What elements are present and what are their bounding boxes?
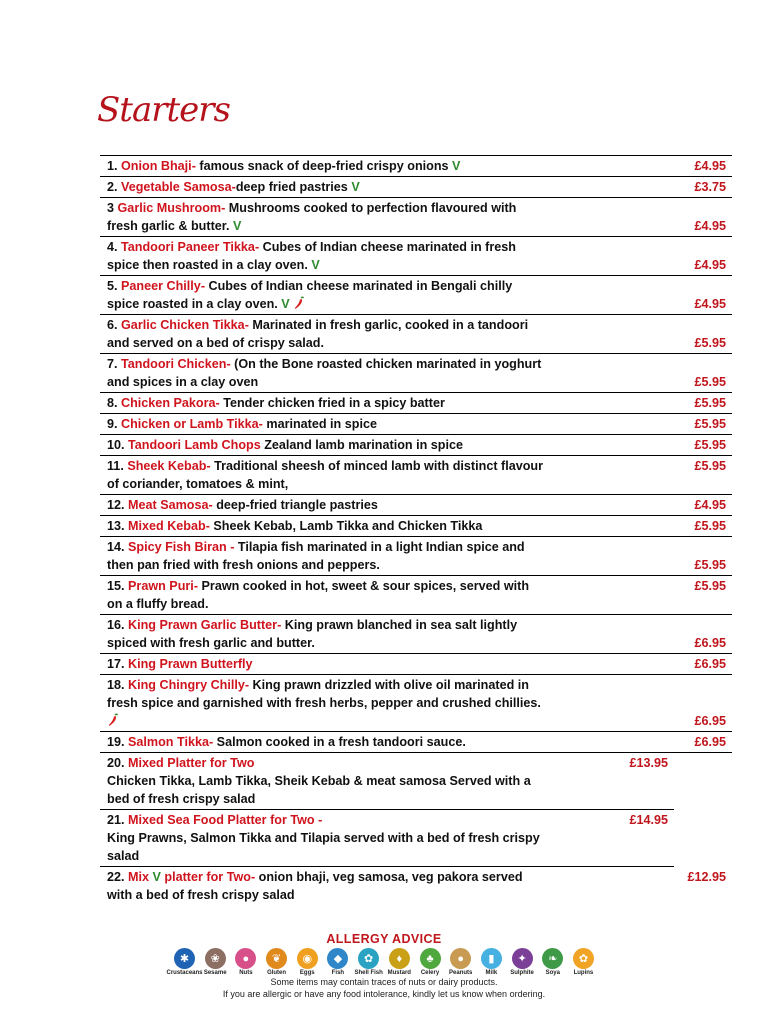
- menu-item-row: [100, 732, 732, 753]
- menu-item-number: 17.: [107, 657, 129, 671]
- menu-item-name: Tandoori Paneer Tikka: [121, 240, 255, 254]
- menu-item-description: [107, 198, 547, 236]
- sesame-icon: ❀: [205, 948, 226, 969]
- menu-item-separator: -: [221, 201, 226, 215]
- allergen-label: Eggs: [299, 970, 315, 976]
- menu-item-number: 15.: [107, 579, 129, 593]
- menu-item-name: Onion Bhaji: [121, 159, 192, 173]
- menu-item-name: Paneer Chilly: [121, 279, 201, 293]
- menu-item-number: 13.: [107, 519, 129, 533]
- menu-item-number: 16.: [107, 618, 129, 632]
- crab-icon: ✱: [174, 948, 195, 969]
- menu-item-price: £5.95: [694, 438, 726, 452]
- menu-item-name: Mixed Sea Food Platter for Two -: [128, 813, 323, 827]
- allergen-label: Celery: [420, 970, 440, 976]
- menu-item-description: [107, 315, 547, 353]
- menu-item-price: £12.95: [687, 870, 726, 884]
- allergen-item: [387, 948, 412, 976]
- page-title: Starters: [97, 90, 230, 130]
- menu-item-name: Sheek Kebab: [127, 459, 207, 473]
- menu-item-name: Garlic Chicken Tikka: [121, 318, 245, 332]
- menu-item-number: 19.: [107, 735, 129, 749]
- menu-item-separator: -: [206, 459, 211, 473]
- menu-item-name: Garlic Mushroom: [117, 201, 222, 215]
- allergen-label: Milk: [485, 970, 498, 976]
- menu-item-description: [107, 867, 547, 905]
- lupin-icon: ✿: [573, 948, 594, 969]
- chilli-icon: [107, 713, 119, 727]
- menu-item-separator: -: [226, 540, 235, 554]
- menu-item-price: £5.95: [694, 558, 726, 572]
- allergy-note-1: Some items may contain traces of nuts or dairy products.: [270, 977, 498, 987]
- menu-item-text: Marinated in fresh garlic, cooked in a tandoori and served on a bed of crispy salad.: [107, 318, 529, 350]
- menu-item-number: 6.: [107, 318, 122, 332]
- menu-item-price: £5.95: [694, 336, 726, 350]
- allergen-item: [510, 948, 535, 976]
- menu-item-name-cont: platter for Two: [160, 870, 251, 884]
- allergen-item: [233, 948, 258, 976]
- menu-item-number: 9.: [107, 417, 122, 431]
- menu-item-description: [107, 177, 547, 197]
- vegetarian-mark: V: [452, 159, 461, 173]
- allergen-item: [295, 948, 320, 976]
- menu-item-number: 11.: [107, 459, 128, 473]
- menu-item-text: famous snack of deep-fried crispy onions: [195, 159, 449, 173]
- menu-item-description: [107, 810, 547, 866]
- menu-item-number: 21.: [107, 813, 129, 827]
- menu-item-price: £5.95: [694, 459, 726, 473]
- menu-item-row: [100, 393, 732, 414]
- fish-icon: ◆: [327, 948, 348, 969]
- allergen-item: [166, 948, 203, 976]
- menu-item-description: [107, 156, 547, 176]
- starters-menu-table: [100, 155, 732, 905]
- menu-item-text: Mushrooms cooked to perfection flavoured with fresh garlic & butter.: [107, 201, 517, 233]
- menu-item-row: [100, 315, 732, 354]
- menu-item-subtext: King Prawns, Salmon Tikka and Tilapia served with a bed of fresh crispy salad: [107, 831, 540, 863]
- menu-item-price: £5.95: [694, 375, 726, 389]
- allergen-item: [418, 948, 443, 976]
- vegetarian-mark: V: [281, 297, 290, 311]
- menu-item-separator: -: [244, 318, 249, 332]
- menu-item-name: Chicken or Lamb Tikka: [121, 417, 259, 431]
- menu-item-description: [107, 615, 547, 653]
- menu-item-row: [100, 354, 732, 393]
- menu-item-number: 20.: [107, 756, 129, 770]
- menu-item-separator: -: [191, 159, 196, 173]
- menu-item-row: [100, 156, 732, 177]
- allergen-item: [264, 948, 289, 976]
- allergen-item: [203, 948, 228, 976]
- menu-item-text: marinated in spice: [262, 417, 377, 431]
- allergen-item: [448, 948, 473, 976]
- menu-item-text: Sheek Kebab, Lamb Tikka and Chicken Tikka: [209, 519, 483, 533]
- menu-item-price: £13.95: [629, 756, 668, 770]
- menu-item-number: 12.: [107, 498, 129, 512]
- menu-item-name: Vegetable Samosa: [121, 180, 232, 194]
- menu-item-description: [107, 276, 547, 314]
- menu-item-text: King prawn blanched in sea salt lightly spiced with fresh garlic and butter.: [107, 618, 518, 650]
- allergen-label: Crustaceans: [166, 970, 203, 976]
- menu-item-number: 3: [107, 201, 118, 215]
- menu-item-price: £6.95: [694, 714, 726, 728]
- menu-item-name: Mixed Platter for Two: [128, 756, 255, 770]
- nut-icon: ●: [235, 948, 256, 969]
- menu-item-row: [100, 495, 732, 516]
- vegetarian-mark: V: [232, 219, 242, 233]
- menu-item-row: [100, 276, 732, 315]
- menu-item-description: [107, 393, 547, 413]
- menu-item-number: 18.: [107, 678, 129, 692]
- menu-item-row: [100, 753, 674, 810]
- menu-item-text: Traditional sheesh of minced lamb with distinct flavour of coriander, tomatoes & mint,: [107, 459, 543, 491]
- menu-item-separator: -: [244, 678, 250, 692]
- soya-icon: ❧: [542, 948, 563, 969]
- menu-item-name: Tandoori Chicken: [121, 357, 227, 371]
- menu-item-separator: -: [208, 735, 214, 749]
- menu-item-row: [100, 516, 732, 537]
- allergen-item: [571, 948, 596, 976]
- allergen-label: Fish: [331, 970, 345, 976]
- menu-item-text: Cubes of Indian cheese marinated in fresh spice then roasted in a clay oven.: [107, 240, 516, 272]
- allergen-label: Gluten: [267, 970, 287, 976]
- menu-item-number: 22.: [107, 870, 129, 884]
- menu-item-text: Tender chicken fried in a spicy batter: [219, 396, 445, 410]
- menu-item-price: £3.75: [694, 180, 726, 194]
- menu-item-row: [100, 537, 732, 576]
- menu-item-description: [107, 237, 547, 275]
- menu-item-price: £4.95: [694, 258, 726, 272]
- allergen-icons: [168, 948, 600, 976]
- menu-item-price: £4.95: [694, 498, 726, 512]
- allergen-label: Sesame: [203, 970, 227, 976]
- menu-item-number: 14.: [107, 540, 129, 554]
- allergen-item: [325, 948, 350, 976]
- allergy-advice: [168, 932, 600, 1000]
- menu-item-row: [100, 576, 732, 615]
- menu-item-separator: -: [205, 519, 210, 533]
- menu-item-price: £5.95: [694, 417, 726, 431]
- allergy-note-2: If you are allergic or have any food intolerance, kindly let us know when ordering.: [222, 989, 546, 999]
- menu-item-price: £6.95: [694, 657, 726, 671]
- menu-item-text: onion bhaji, veg samosa, veg pakora served with a bed of fresh crispy salad: [107, 870, 523, 902]
- menu-item-row: [100, 867, 732, 905]
- menu-item-row: [100, 435, 732, 456]
- menu-item-row: [100, 654, 732, 675]
- allergen-label: Peanuts: [449, 970, 473, 976]
- menu-item-separator: -: [231, 180, 236, 194]
- menu-item-row: [100, 237, 732, 276]
- menu-item-description: [107, 654, 547, 674]
- allergen-label: Soya: [545, 970, 560, 976]
- menu-item-description: [107, 435, 547, 455]
- mustard-icon: ♦: [389, 948, 410, 969]
- allergy-title: ALLERGY ADVICE: [326, 932, 442, 946]
- menu-item-name: Mixed Kebab: [128, 519, 206, 533]
- allergen-label: Nuts: [239, 970, 253, 976]
- milk-icon: ▮: [481, 948, 502, 969]
- allergen-item: [540, 948, 565, 976]
- menu-item-row: [100, 414, 732, 435]
- menu-item-number: 8.: [107, 396, 122, 410]
- menu-item-row: [100, 615, 732, 654]
- menu-item-price: £5.95: [694, 579, 726, 593]
- menu-item-price: £4.95: [694, 297, 726, 311]
- menu-item-row: [100, 177, 732, 198]
- menu-item-number: 2.: [107, 180, 122, 194]
- allergen-item: [356, 948, 381, 976]
- menu-item-price: £5.95: [694, 396, 726, 410]
- menu-item-price: £4.95: [694, 219, 726, 233]
- menu-item-separator: -: [254, 240, 260, 254]
- menu-item-separator: -: [250, 870, 256, 884]
- menu-item-text: Salmon cooked in a fresh tandoori sauce.: [213, 735, 466, 749]
- menu-item-row: [100, 198, 732, 237]
- menu-item-number: 5.: [107, 279, 122, 293]
- menu-item-text: Zealand lamb marination in spice: [260, 438, 463, 452]
- menu-item-separator: -: [258, 417, 263, 431]
- menu-item-text: Prawn cooked in hot, sweet & sour spices, served with on a fluffy bread.: [107, 579, 530, 611]
- menu-item-subtext: Chicken Tikka, Lamb Tikka, Sheik Kebab & meat samosa Served with a bed of fresh crispy salad: [107, 774, 531, 806]
- menu-item-text: deep fried pastries: [235, 180, 348, 194]
- menu-item-row: [100, 810, 674, 867]
- menu-item-price: £14.95: [629, 813, 668, 827]
- menu-item-text: Cubes of Indian cheese marinated in Bengali chilly spice roasted in a clay oven.: [107, 279, 513, 311]
- menu-item-text: Tilapia fish marinated in a light Indian spice and then pan fried with fresh onions and peppers.: [107, 540, 525, 572]
- allergen-label: Shell Fish: [354, 970, 383, 976]
- menu-item-price: £6.95: [694, 636, 726, 650]
- menu-item-description: [107, 732, 547, 752]
- menu-item-description: [107, 354, 547, 392]
- menu-item-name: Mix: [128, 870, 150, 884]
- menu-item-name: King Prawn Garlic Butter: [128, 618, 278, 632]
- menu-item-separator: -: [277, 618, 282, 632]
- shellfish-icon: ✿: [358, 948, 379, 969]
- egg-icon: ◉: [297, 948, 318, 969]
- menu-item-row: [100, 675, 732, 732]
- allergen-item: [479, 948, 504, 976]
- menu-item-name: Meat Samosa: [128, 498, 209, 512]
- menu-item-number: 10.: [107, 438, 129, 452]
- menu-item-name: Chicken Pakora: [121, 396, 216, 410]
- allergen-label: Lupins: [573, 970, 594, 976]
- menu-item-name: Prawn Puri: [128, 579, 194, 593]
- allergen-label: Mustard: [387, 970, 411, 976]
- menu-item-separator: -: [208, 498, 213, 512]
- chilli-icon: [293, 296, 305, 310]
- menu-item-description: [107, 456, 547, 494]
- menu-item-name: King Prawn Butterfly: [128, 657, 253, 671]
- wheat-icon: ❦: [266, 948, 287, 969]
- menu-item-description: [107, 675, 547, 731]
- menu-item-text: deep-fried triangle pastries: [212, 498, 378, 512]
- menu-item-description: [107, 516, 547, 536]
- menu-item-price: £4.95: [694, 159, 726, 173]
- menu-item-name: King Chingry Chilly: [128, 678, 245, 692]
- menu-item-description: [107, 753, 547, 809]
- menu-item-price: £5.95: [694, 519, 726, 533]
- menu-item-text: King prawn drizzled with olive oil marinated in fresh spice and garnished with fresh herbs, pepper and crushed chillies.: [107, 678, 541, 710]
- vegetarian-mark: V: [152, 870, 161, 884]
- menu-item-row: [100, 456, 732, 495]
- menu-item-number: 1.: [107, 159, 122, 173]
- celery-icon: ♣: [420, 948, 441, 969]
- menu-item-price: £6.95: [694, 735, 726, 749]
- menu-item-separator: -: [193, 579, 199, 593]
- menu-item-description: [107, 414, 547, 434]
- vegetarian-mark: V: [351, 180, 360, 194]
- menu-item-separator: -: [226, 357, 231, 371]
- menu-item-number: 4.: [107, 240, 122, 254]
- menu-item-name: Salmon Tikka: [128, 735, 209, 749]
- menu-item-separator: -: [215, 396, 220, 410]
- sulphite-icon: ✦: [512, 948, 533, 969]
- menu-item-description: [107, 495, 547, 515]
- menu-item-separator: -: [200, 279, 206, 293]
- menu-item-description: [107, 537, 547, 575]
- menu-item-number: 7.: [107, 357, 122, 371]
- menu-item-text: (On the Bone roasted chicken marinated in yoghurt and spices in a clay oven: [107, 357, 542, 389]
- menu-item-name: Tandoori Lamb Chops: [128, 438, 261, 452]
- peanut-icon: ●: [450, 948, 471, 969]
- menu-item-name: Spicy Fish Biran: [128, 540, 227, 554]
- allergen-label: Sulphite: [510, 970, 534, 976]
- menu-item-description: [107, 576, 547, 614]
- vegetarian-mark: V: [311, 258, 320, 272]
